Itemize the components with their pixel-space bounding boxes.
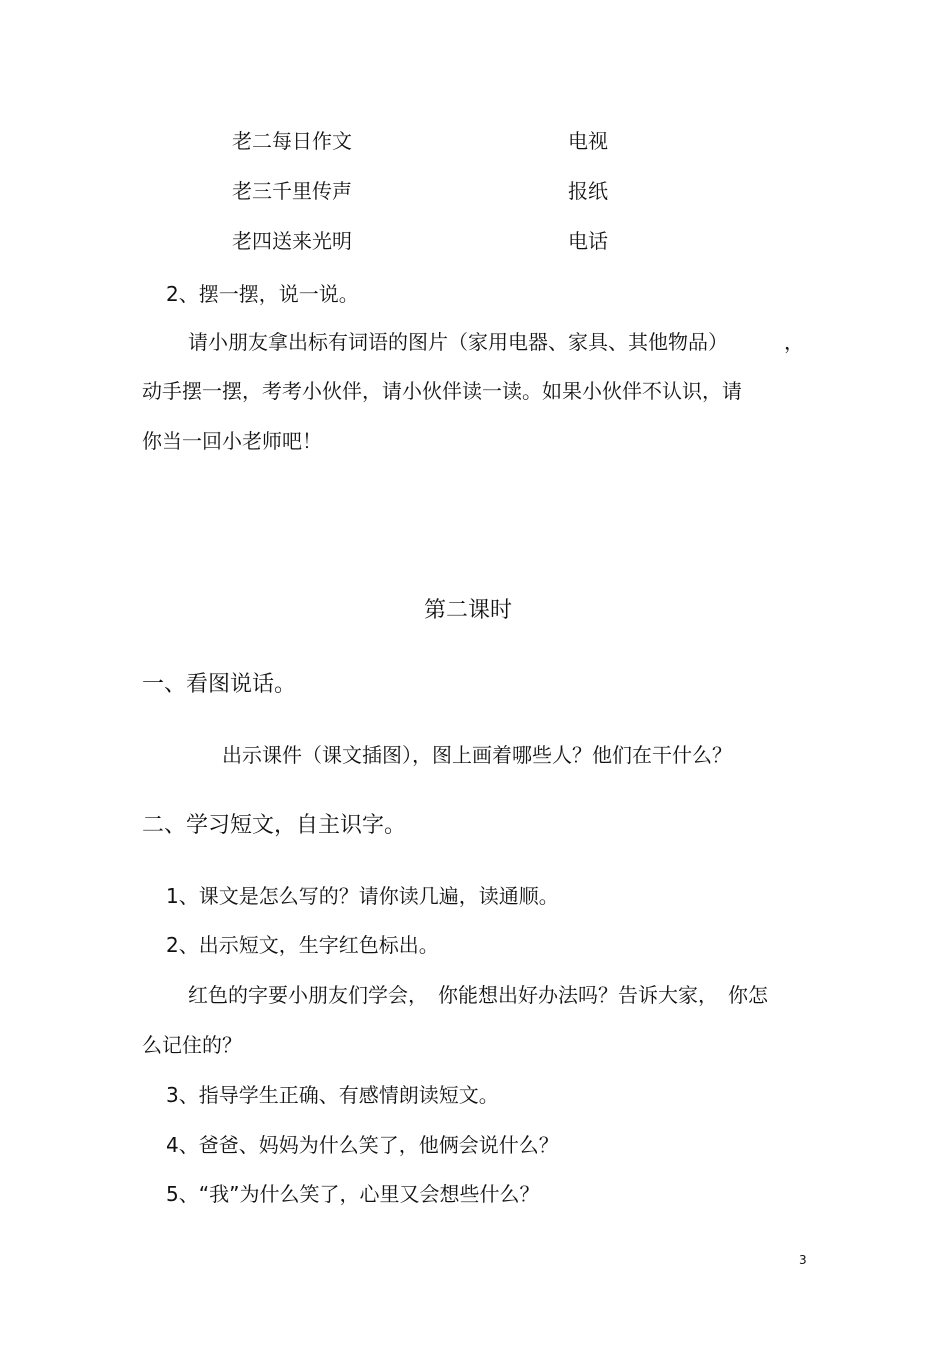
- section-1-text: 出示课件（课文插图），图上画着哪些人？他们在干什么？: [222, 743, 732, 767]
- section-heading-2: 二、学习短文，自主识字。: [142, 813, 407, 838]
- section-heading-1: 一、看图说话。: [142, 672, 297, 697]
- match-left-2: 老三千里传声: [232, 179, 352, 203]
- list-item: 3、指导学生正确、有感情朗读短文。: [166, 1083, 499, 1107]
- lesson-title: 第二课时: [424, 598, 513, 623]
- paragraph-line: 么记住的？: [142, 1033, 242, 1057]
- list-item: 5、“我”为什么笑了，心里又会想些什么？: [166, 1182, 540, 1206]
- match-right-2: 报纸: [568, 179, 608, 203]
- list-item: 2、出示短文，生字红色标出。: [166, 933, 439, 957]
- match-right-1: 电视: [568, 129, 608, 153]
- paragraph-line: 红色的字要小朋友们学会， 你能想出好办法吗？告诉大家， 你怎: [188, 983, 768, 1007]
- list-item-2: 2、摆一摆，说一说。: [166, 282, 359, 306]
- match-left-3: 老四送来光明: [232, 229, 352, 253]
- paragraph-line-1: 请小朋友拿出标有词语的图片（家用电器、家具、其他物品）: [188, 330, 728, 354]
- paragraph-line-3: 你当一回小老师吧！: [142, 429, 322, 453]
- paragraph-comma: ，: [784, 330, 804, 354]
- match-right-3: 电话: [568, 229, 608, 253]
- page-number: 3: [799, 1253, 807, 1267]
- list-item: 4、爸爸、妈妈为什么笑了，他俩会说什么？: [166, 1133, 559, 1157]
- paragraph-line-2: 动手摆一摆，考考小伙伴，请小伙伴读一读。如果小伙伴不认识，请: [142, 379, 742, 403]
- match-left-1: 老二每日作文: [232, 129, 352, 153]
- list-item: 1、课文是怎么写的？请你读几遍，读通顺。: [166, 884, 559, 908]
